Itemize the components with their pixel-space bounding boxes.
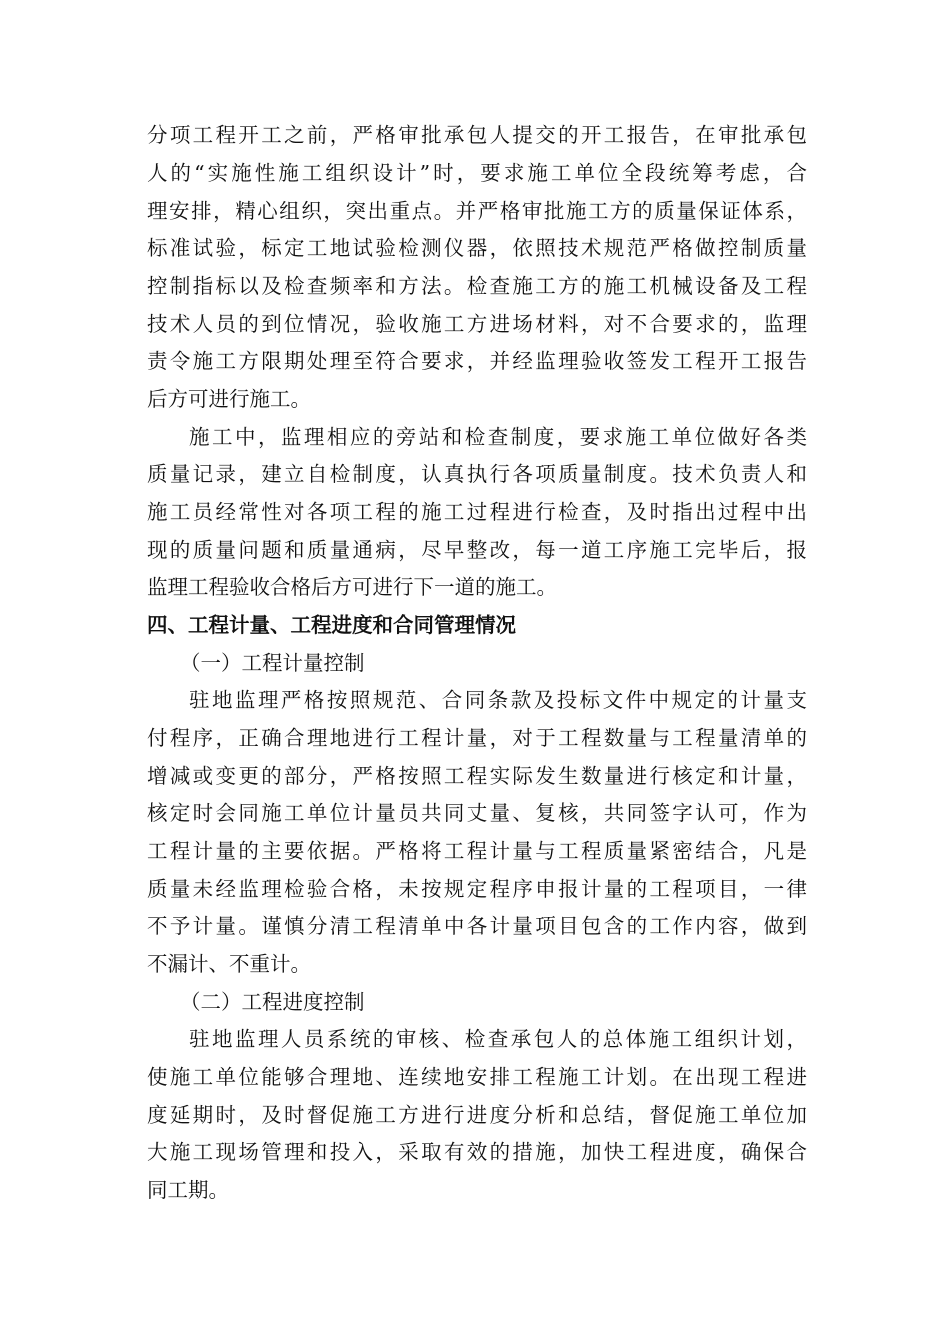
paragraph-3-line-3: 增减或变更的部分，严格按照工程实际发生数量进行核定和计量，	[147, 764, 807, 788]
paragraph-2-line-2: 质量记录，建立自检制度，认真执行各项质量制度。技术负责人和	[147, 462, 807, 486]
paragraph-2-line-1: 施工中，监理相应的旁站和检查制度，要求施工单位做好各类	[189, 425, 807, 449]
paragraph-3-line-4: 核定时会同施工单位计量员共同丈量、复核，共同签字认可，作为	[147, 801, 807, 825]
paragraph-2-line-5: 监理工程验收合格后方可进行下一道的施工。	[147, 575, 557, 599]
paragraph-3-line-8: 不漏计、不重计。	[147, 952, 311, 976]
paragraph-3-line-5: 工程计量的主要依据。严格将工程计量与工程质量紧密结合，凡是	[147, 839, 807, 863]
paragraph-4-line-1: 驻地监理人员系统的审核、检查承包人的总体施工组织计划，	[189, 1027, 807, 1051]
paragraph-4-line-5: 同工期。	[147, 1178, 229, 1202]
paragraph-1-line-6: 技术人员的到位情况，验收施工方进场材料，对不合要求的，监理	[147, 312, 807, 336]
paragraph-1-line-7: 责令施工方限期处理至符合要求，并经监理验收签发工程开工报告	[147, 349, 807, 373]
paragraph-1-line-1: 分项工程开工之前，严格审批承包人提交的开工报告，在审批承包	[147, 123, 807, 147]
subheading-2: （二）工程进度控制	[180, 990, 365, 1014]
paragraph-1-line-4: 标准试验，标定工地试验检测仪器，依照技术规范严格做控制质量	[147, 236, 807, 260]
paragraph-1-line-8: 后方可进行施工。	[147, 387, 311, 411]
paragraph-4-line-3: 度延期时，及时督促施工方进行进度分析和总结，督促施工单位加	[147, 1103, 807, 1127]
paragraph-2-line-4: 现的质量问题和质量通病，尽早整改，每一道工序施工完毕后，报	[147, 538, 807, 562]
paragraph-4-line-2: 使施工单位能够合理地、连续地安排工程施工计划。在出现工程进	[147, 1065, 807, 1089]
paragraph-3-line-1: 驻地监理严格按照规范、合同条款及投标文件中规定的计量支	[189, 688, 807, 712]
subheading-1: （一）工程计量控制	[180, 651, 365, 675]
paragraph-3-line-7: 不予计量。谨慎分清工程清单中各计量项目包含的工作内容，做到	[147, 914, 807, 938]
paragraph-4-line-4: 大施工现场管理和投入，采取有效的措施，加快工程进度，确保合	[147, 1140, 807, 1164]
paragraph-1-line-3: 理安排，精心组织，突出重点。并严格审批施工方的质量保证体系，	[147, 199, 807, 223]
paragraph-3-line-6: 质量未经监理检验合格，未按规定程序申报计量的工程项目，一律	[147, 877, 807, 901]
paragraph-2-line-3: 施工员经常性对各项工程的施工过程进行检查，及时指出过程中出	[147, 500, 807, 524]
section-heading-4: 四、工程计量、工程进度和合同管理情况	[147, 613, 516, 637]
paragraph-1-line-5: 控制指标以及检查频率和方法。检查施工方的施工机械设备及工程	[147, 274, 807, 298]
paragraph-1-line-2: 人的“实施性施工组织设计”时，要求施工单位全段统筹考虑，合	[147, 161, 807, 185]
paragraph-3-line-2: 付程序，正确合理地进行工程计量，对于工程数量与工程量清单的	[147, 726, 807, 750]
